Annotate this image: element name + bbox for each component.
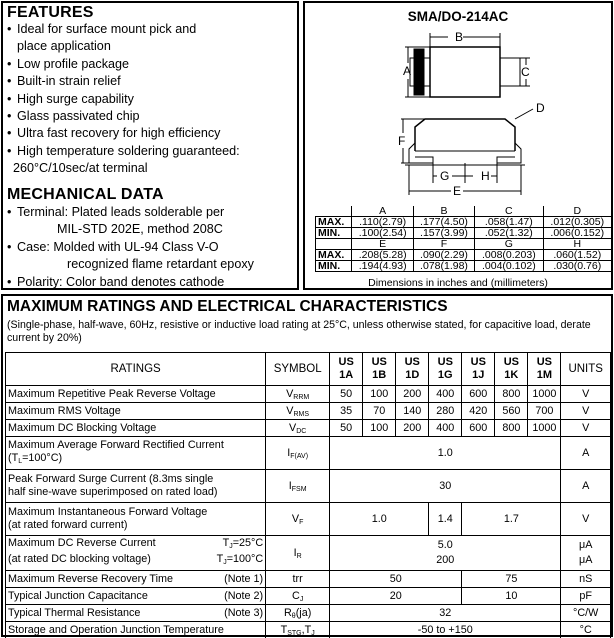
ratings-table — [5, 352, 611, 638]
package-title: SMA/DO-214AC — [407, 9, 509, 24]
col-part: US 1M — [528, 353, 561, 386]
list-item: 260°C/10sec/at terminal — [13, 161, 148, 176]
col-part: US 1G — [429, 353, 462, 386]
col-part: US 1B — [363, 353, 396, 386]
col-symbol: SYMBOL — [266, 353, 330, 386]
table-row: Maximum Repetitive Peak Reverse Voltage $V_{RRM}$ 50 100 200 400 600 800 1000 V — [6, 386, 611, 403]
dim-label-a: A — [403, 64, 412, 78]
table-row: Typical Junction Capacitance (Note 2) $C_J$ 20 10 pF — [6, 588, 611, 605]
col-part: US 1K — [495, 353, 528, 386]
table-row: Maximum Instantaneous Forward Voltage (at rated forward current) $V_F$ 1.0 1.4 1.7 V — [6, 503, 611, 536]
table-row: MIN. .194(4.93) .078(1.98) .004(0.102) .030(0.76) — [316, 261, 612, 272]
list-item: • Ultra fast recovery for high efficiency — [7, 125, 297, 142]
dim-header: G — [475, 239, 543, 250]
dimension-table — [315, 206, 612, 272]
list-item: • High surge capability — [7, 91, 297, 108]
col-ratings: RATINGS — [6, 353, 266, 386]
table-row: MAX. .208(5.28) .090(2.29) .008(0.203) .060(1.52) — [316, 250, 612, 261]
list-item: • Glass passivated chip — [7, 108, 297, 125]
list-item: • Terminal: Plated leads solderable per — [7, 204, 297, 221]
table-row: Maximum DC Reverse Current $T_J=25^\circ C$ (at rated DC blocking voltage) $T_J=100^\circ C$ $I_R$ 5.0 200 μA μA — [6, 536, 611, 571]
dim-label-h: H — [481, 169, 490, 183]
table-row: Maximum Average Forward Rectified Current $(T_L=100^\circ C)$ $I_{F(AV)}$ 1.0 A — [6, 437, 611, 470]
table-row: MAX. .110(2.79) .177(4.50) .058(1.47) .012(0.305) — [316, 217, 612, 228]
dim-label-c: C — [521, 65, 530, 79]
dim-header: F — [413, 239, 474, 250]
dim-label-e: E — [453, 184, 462, 198]
list-item: place application — [17, 39, 111, 54]
table-row: Storage and Operation Junction Temperature $T_{STG},T_J$ -50 to +150 °C — [6, 622, 611, 638]
table-row: MIN. .100(2.54) .157(3.99) .052(1.32) .006(0.152) — [316, 228, 612, 239]
list-item: • High temperature soldering guaranteed: — [7, 143, 297, 160]
dim-header: D — [543, 206, 611, 217]
ratings-title: MAXIMUM RATINGS AND ELECTRICAL CHARACTERISTICS — [7, 298, 448, 315]
dim-header: C — [475, 206, 543, 217]
table-header-row — [6, 353, 611, 386]
col-part: US 1A — [330, 353, 363, 386]
dimension-note: Dimensions in inches and (millimeters) — [368, 277, 548, 289]
table-row: Peak Forward Surge Current (8.3ms single half sine-wave superimposed on rated load) $I_{FSM}$ 30 A — [6, 470, 611, 503]
dim-label-f: F — [398, 134, 406, 148]
col-part: US 1J — [462, 353, 495, 386]
dim-header: H — [543, 239, 611, 250]
mechanical-title: MECHANICAL DATA — [7, 186, 164, 203]
list-item: • Case: Molded with UL-94 Class V-O — [7, 239, 297, 256]
dim-label-g: G — [440, 169, 450, 183]
table-row: Maximum DC Blocking Voltage $V_{DC}$ 50 100 200 400 600 800 1000 V — [6, 420, 611, 437]
package-outline-drawing — [305, 3, 611, 203]
dim-label-d: D — [536, 101, 545, 115]
table-row: Typical Thermal Resistance (Note 3) $R_\theta(ja)$ 32 °C/W — [6, 605, 611, 622]
package-panel — [303, 1, 613, 290]
list-item: • Ideal for surface mount pick and — [7, 21, 297, 38]
ratings-subtitle: (Single-phase, half-wave, 60Hz, resistive or inductive load rating at 25°C, unless otherwise stated, for capacitive load, derate current by 20%) — [7, 319, 591, 344]
list-item: recognized flame retardant epoxy — [67, 257, 254, 272]
table-row: Maximum Reverse Recovery Time (Note 1) trr 50 75 nS — [6, 571, 611, 588]
features-title: FEATURES — [7, 4, 94, 21]
list-item: MIL-STD 202E, method 208C — [57, 222, 223, 237]
features-panel — [1, 1, 299, 290]
col-units: UNITS — [561, 353, 611, 386]
table-row: Maximum RMS Voltage $V_{RMS}$ 35 70 140 280 420 560 700 V — [6, 403, 611, 420]
dim-header: E — [352, 239, 413, 250]
list-item: • Polarity: Color band denotes cathode — [7, 274, 297, 291]
ratings-panel — [1, 294, 613, 637]
dim-header: A — [352, 206, 413, 217]
dim-header: B — [413, 206, 474, 217]
mechanical-list — [7, 204, 297, 291]
features-list — [7, 21, 297, 178]
list-item: • Low profile package — [7, 56, 297, 73]
col-part: US 1D — [396, 353, 429, 386]
list-item: • Built-in strain relief — [7, 73, 297, 90]
dim-label-b: B — [455, 30, 464, 44]
